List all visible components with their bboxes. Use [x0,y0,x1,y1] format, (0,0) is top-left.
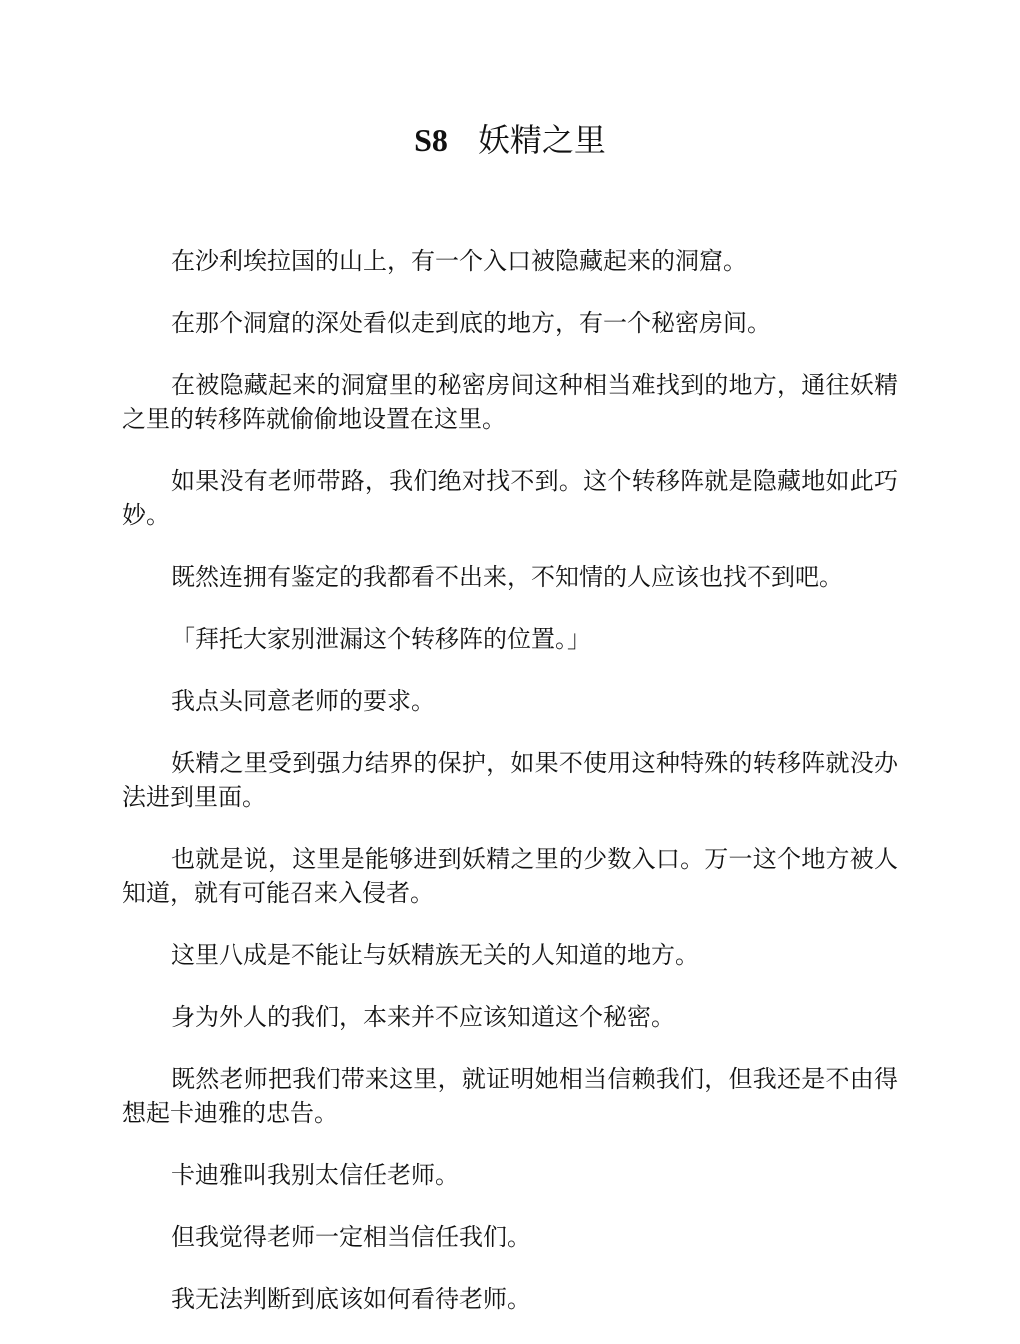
chapter-title: 妖精之里 [477,121,606,159]
paragraph: 既然连拥有鉴定的我都看不出来，不知情的人应该也找不到吧。 [171,563,843,591]
dialogue-paragraph: 「拜托大家别泄漏这个转移阵的位置。」 [171,625,591,653]
paragraph: 如果没有老师带路，我们绝对找不到。这个转移阵就是隐藏地如此巧妙。 [122,467,898,529]
paragraph: 卡迪雅叫我别太信任老师。 [171,1161,459,1189]
paragraph: 我点头同意老师的要求。 [171,687,435,715]
paragraph: 在沙利埃拉国的山上，有一个入口被隐藏起来的洞窟。 [171,247,747,275]
chapter-number: S8 [414,122,448,158]
chapter-body [122,244,898,1344]
paragraph: 妖精之里受到强力结界的保护，如果不使用这种特殊的转移阵就没办法进到里面。 [122,749,898,811]
paragraph: 在那个洞窟的深处看似走到底的地方，有一个秘密房间。 [171,309,771,337]
paragraph: 但我觉得老师一定相当信任我们。 [171,1223,531,1251]
paragraph: 既然老师把我们带来这里，就证明她相当信赖我们，但我还是不由得想起卡迪雅的忠告。 [122,1065,898,1127]
paragraph: 也就是说，这里是能够进到妖精之里的少数入口。万一这个地方被人知道，就有可能召来入侵者。 [122,845,898,907]
paragraph: 在被隐藏起来的洞窟里的秘密房间这种相当难找到的地方，通往妖精之里的转移阵就偷偷地设置在这里。 [122,371,898,433]
paragraph: 这里八成是不能让与妖精族无关的人知道的地方。 [171,941,699,969]
paragraph: 我无法判断到底该如何看待老师。 [171,1285,531,1313]
chapter-heading [0,118,1020,162]
paragraph: 身为外人的我们，本来并不应该知道这个秘密。 [171,1003,675,1031]
